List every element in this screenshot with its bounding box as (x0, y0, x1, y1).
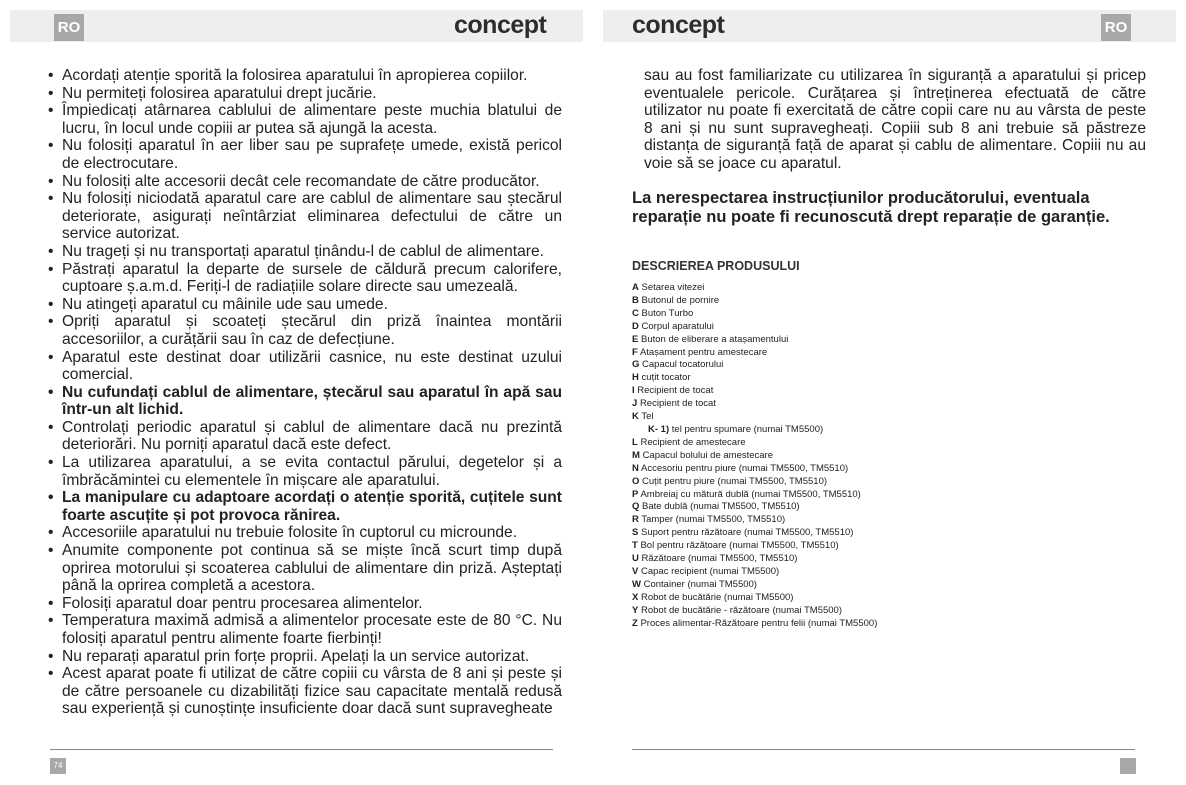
safety-item: • Opriți aparatul și scoateți ștecărul din priză înaintea montării accesoriilor, a curățării sau în caz de defecțiune. (47, 313, 562, 348)
part-subitem (632, 424, 1032, 437)
part-item (632, 321, 1032, 334)
part-label: Recipient de tocat (637, 385, 714, 397)
part-item (632, 463, 1032, 476)
part-letter: Z (632, 617, 638, 629)
part-label: Proces alimentar-Răzătoare pentru felii (numai TM5500) (640, 617, 878, 629)
section-title: DESCRIEREA PRODUSULUI (632, 259, 800, 273)
part-item (632, 385, 1032, 398)
safety-item: • Folosiți aparatul doar pentru procesarea alimentelor. (47, 595, 562, 613)
part-label: Ambreiaj cu mătură dublă (numai TM5500, TM5510) (640, 488, 861, 500)
safety-item: • Nu folosiți niciodată aparatul care are cablul de alimentare sau ștecărul deteriorate, asigurați neîntârziat eliminarea defectului de către un service autorizat. (47, 190, 562, 243)
part-label: Capacul bolului de amestecare (642, 449, 774, 461)
safety-item: • Temperatura maximă admisă a alimentelor procesate este de 80 °C. Nu folosiți aparatul pentru alimente foarte fierbinți! (47, 612, 562, 647)
part-letter: X (632, 591, 639, 603)
part-letter: K- 1) (648, 423, 670, 435)
part-label: Setarea vitezei (641, 282, 705, 293)
part-label: cuțit tocator (641, 372, 691, 384)
part-item (632, 282, 1032, 295)
part-letter: T (632, 540, 638, 552)
part-label: Suport pentru răzătoare (numai TM5500, TM5510) (640, 527, 854, 539)
part-letter: P (632, 488, 639, 500)
part-label: Atașament pentru amestecare (639, 346, 768, 358)
part-item (632, 476, 1032, 489)
part-item (632, 450, 1032, 463)
part-label: Recipient de tocat (639, 398, 716, 410)
part-label: Bol pentru răzătoare (numai TM5500, TM5510) (640, 540, 839, 552)
part-item (632, 592, 1032, 605)
part-letter: G (632, 359, 640, 371)
part-label: Recipient de amestecare (640, 436, 746, 448)
part-letter: S (632, 527, 639, 539)
language-badge-right: RO (1101, 14, 1131, 41)
part-item (632, 501, 1032, 514)
part-letter: D (632, 320, 639, 332)
part-label: Robot de bucătărie (numai TM5500) (640, 591, 794, 603)
page-number-right (1120, 758, 1136, 774)
part-letter: L (632, 436, 638, 448)
part-letter: W (632, 578, 641, 590)
safety-item: • Anumite componente pot continua să se miște încă scurt timp după oprirea motorului și scoaterea cablului de alimentare din priză. Așteptați până la oprirea completă a acestora. (47, 542, 562, 595)
part-item (632, 527, 1032, 540)
part-item (632, 566, 1032, 579)
safety-item: • Accesoriile aparatului nu trebuie folosite în cuptorul cu microunde. (47, 524, 562, 542)
part-item (632, 398, 1032, 411)
safety-item: • Nu atingeți aparatul cu mâinile ude sau umede. (47, 296, 562, 314)
footer-divider-right (632, 749, 1135, 750)
part-letter: I (632, 385, 635, 397)
part-letter: Y (632, 604, 639, 616)
part-label: tel pentru spumare (numai TM5500) (671, 423, 824, 435)
part-item (632, 347, 1032, 360)
warranty-warning: La nerespectarea instrucțiunilor producătorului, eventuala reparație nu poate fi recunoscută drept reparație de garanție. (632, 189, 1110, 226)
part-letter: J (632, 398, 638, 410)
part-label: Robot de bucătărie - răzătoare (numai TM5500) (640, 604, 842, 616)
safety-item: • Nu reparați aparatul prin forțe proprii. Apelați la un service autorizat. (47, 648, 562, 666)
part-letter: V (632, 565, 639, 577)
part-label: Capacul tocatorului (642, 359, 724, 371)
part-item (632, 334, 1032, 347)
part-letter: E (632, 333, 639, 345)
part-item (632, 489, 1032, 502)
part-label: Accesoriu pentru piure (numai TM5500, TM5510) (641, 462, 849, 474)
part-letter: U (632, 553, 639, 565)
part-item (632, 411, 1032, 424)
part-label: Butonul de pornire (641, 294, 720, 306)
safety-item: • Aparatul este destinat doar utilizării casnice, nu este destinat uzului comercial. (47, 349, 562, 384)
part-label: Buton de eliberare a atașamentului (640, 333, 789, 345)
part-label: Tamper (numai TM5500, TM5510) (641, 514, 786, 526)
part-label: Răzătoare (numai TM5500, TM5510) (641, 553, 798, 565)
part-item (632, 605, 1032, 618)
part-item (632, 295, 1032, 308)
part-item (632, 514, 1032, 527)
safety-instructions (47, 67, 562, 718)
safety-item: • Nu permiteți folosirea aparatului drept jucărie. (47, 85, 562, 103)
brand-logo-right: concept (632, 11, 725, 39)
part-item (632, 308, 1032, 321)
part-letter: O (632, 475, 640, 487)
part-item (632, 372, 1032, 385)
part-letter: C (632, 307, 639, 319)
safety-list (47, 67, 562, 718)
part-item (632, 359, 1032, 372)
part-label: Capac recipient (numai TM5500) (640, 565, 780, 577)
part-label: Bate dublă (numai TM5500, TM5510) (642, 501, 800, 513)
safety-item-bold: • Nu cufundați cablul de alimentare, ștecărul sau aparatul în apă sau într-un alt lichid. (47, 384, 562, 419)
safety-item: • La utilizarea aparatului, a se evita contactul părului, degetelor și a îmbrăcămintei cu elementele în mișcare ale aparatului. (47, 454, 562, 489)
part-label: Corpul aparatului (641, 320, 714, 332)
continuation-paragraph: sau au fost familiarizate cu utilizarea în siguranță a aparatului și pricep eventualele pericole. Curățarea și întreținerea efectuată de către utilizator nu poate fi exercitată de către copii care nu au vârsta de peste 8 ani și nu sunt supravegheați. Copiii sub 8 ani trebuie să păstreze distanța de siguranță față de aparat și cablu de alimentare. Copiii nu au voie să se joace cu aparatul. (644, 67, 1146, 172)
safety-item: • Nu folosiți aparatul în aer liber sau pe suprafețe umede, există pericol de electrocutare. (47, 137, 562, 172)
part-letter: A (632, 282, 639, 293)
part-label: Tel (641, 411, 654, 423)
part-item (632, 540, 1032, 553)
safety-item: • Nu folosiți alte accesorii decât cele recomandate de către producător. (47, 173, 562, 191)
part-letter: Q (632, 501, 640, 513)
language-badge-left: RO (54, 14, 84, 41)
part-item (632, 618, 1032, 631)
page-number-left: 74 (50, 758, 66, 774)
part-letter: K (632, 411, 639, 423)
safety-item: • Acordați atenție sporită la folosirea aparatului în apropierea copiilor. (47, 67, 562, 85)
part-letter: M (632, 449, 640, 461)
safety-item: • Împiedicați atârnarea cablului de alimentare peste muchia blatului de lucru, în locul unde copiii ar putea să ajungă la acesta. (47, 102, 562, 137)
part-label: Cuțit pentru piure (numai TM5500, TM5510) (642, 475, 828, 487)
safety-item: • Controlați periodic aparatul și cablul de alimentare dacă nu prezintă deteriorări. Nu porniți aparatul dacă este defect. (47, 419, 562, 454)
parts-list (632, 282, 1032, 630)
safety-item: • Acest aparat poate fi utilizat de către copiii cu vârsta de 8 ani și peste și de către persoanele cu dizabilități fizice sau capacitate mentală redusă sau experiență și cunoștințe insuficiente doar dacă sunt supravegheate (47, 665, 562, 718)
part-letter: H (632, 372, 639, 384)
part-letter: R (632, 514, 639, 526)
part-label: Container (numai TM5500) (643, 578, 757, 590)
part-label: Buton Turbo (641, 307, 694, 319)
footer-divider-left (50, 749, 553, 750)
brand-logo-left: concept (454, 11, 547, 39)
safety-item-bold: • La manipulare cu adaptoare acordați o atenție sporită, cuțitele sunt foarte ascuțite și pot provoca rănirea. (47, 489, 562, 524)
safety-item: • Păstrați aparatul la departe de sursele de căldură precum calorifere, cuptoare ș.a.m.d. Feriți-l de radiațiile solare directe sau umezeală. (47, 261, 562, 296)
part-letter: F (632, 346, 638, 358)
part-letter: N (632, 462, 639, 474)
part-item (632, 553, 1032, 566)
safety-item: • Nu trageți și nu transportați aparatul ținându-l de cablul de alimentare. (47, 243, 562, 261)
part-item (632, 437, 1032, 450)
part-item (632, 579, 1032, 592)
part-letter: B (632, 294, 639, 306)
